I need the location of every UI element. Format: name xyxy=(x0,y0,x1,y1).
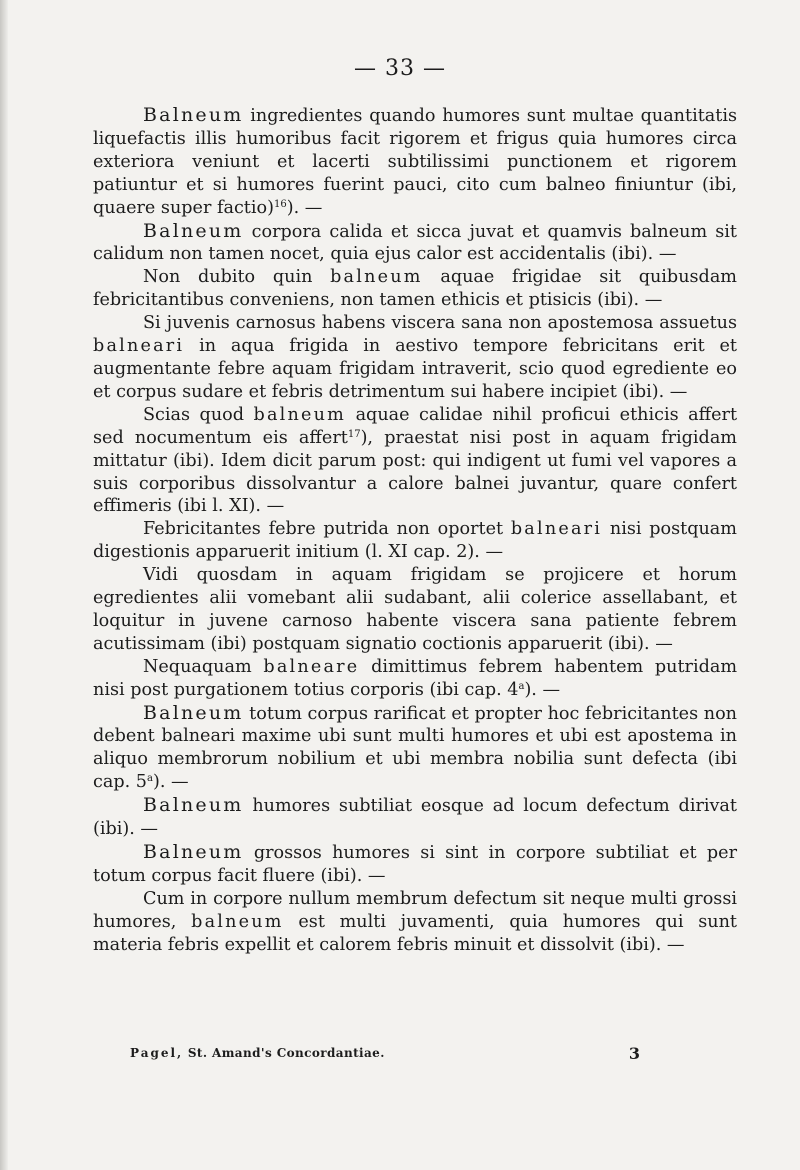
paragraph xyxy=(93,518,737,564)
paragraph xyxy=(93,841,737,888)
paragraph xyxy=(93,104,737,220)
text-run: ). — xyxy=(152,772,189,793)
paragraph xyxy=(93,312,737,404)
footnote-marker: a xyxy=(518,680,525,692)
text-run: in aqua frigida in aestivo tempore febricitans erit et augmentante febre aquam frigidam intraverit, scio quod egrediente eo et corpus sudare et febris detrimentum sui habere incipiet (ibi). — xyxy=(93,336,737,402)
paragraph xyxy=(93,564,737,656)
text-run: totum corpus rarificat et propter hoc febricitantes non debent balneari maxime ubi sunt multi humores et ubi est apostema in aliquo membrorum nobilium et ubi membra nobilia sunt defecta (ibi cap. 5 xyxy=(93,703,737,793)
paragraph xyxy=(93,888,737,957)
footer-citation xyxy=(130,1046,385,1060)
emphasized-term: Balneum xyxy=(143,794,244,817)
footer-author: Pagel, xyxy=(130,1046,184,1060)
paragraph xyxy=(93,702,737,795)
footnote-marker: 16 xyxy=(273,198,287,210)
page-number: — 33 — xyxy=(354,56,446,81)
text-run: ), praestat nisi post in aquam frigidam mittatur (ibi). Idem dicit parum post: qui indigent ut fumi vel vapores a suis corporibus dissolvantur a calore balnei juvantur, quare confert effimeris (ibi l. XI). — xyxy=(93,427,737,517)
text-run: ). — xyxy=(524,679,561,700)
text-run: aquae calidae nihil proficui ethicis affert sed nocumentum eis affert xyxy=(93,404,738,448)
binding-shadow xyxy=(0,0,8,1170)
text-run: ingredientes quando humores sunt multae quantitatis liquefactis illis humoribus facit rigorem et frigus quia humores circa exteriora veniunt et lacerti subtilissimi punctionem et rigorem patiuntur et si humores fuerint pauci, cito cum balneo finiuntur (ibi, quaere super factio) xyxy=(93,106,737,218)
text-run: grossos humores si sint in corpore subtiliat et per totum corpus facit fluere (ibi). — xyxy=(93,843,737,886)
text-run: Febricitantes febre putrida non oportet xyxy=(143,519,511,540)
footer-title: St. Amand's Concordantiae. xyxy=(183,1046,385,1060)
signature-mark: 3 xyxy=(628,1044,640,1063)
text-run: ). — xyxy=(286,197,323,218)
footnote-marker: 17 xyxy=(347,428,361,440)
text-run: corpora calida et sicca juvat et quamvis balneum sit calidum non tamen nocet, quia ejus calor est accidentalis (ibi). — xyxy=(93,221,737,265)
text-run: Vidi quosdam in aquam frigidam se projicere et horum egredientes alii vomebant alii sudabant, alii colerice assellabant, et loquitur in juvene carnoso habente viscera sana patiente febrem acutissimam (ibi) postquam signatio coctionis apparuerit (ibi). — xyxy=(93,565,737,654)
emphasized-term: balneari xyxy=(510,519,603,540)
emphasized-term: balneum xyxy=(191,911,284,932)
text-run: Si juvenis carnosus habens viscera sana non apostemosa assuetus xyxy=(143,313,737,334)
text-run: humores subtiliat eosque ad locum defectum dirivat (ibi). — xyxy=(93,796,737,840)
emphasized-term: Balneum xyxy=(143,104,244,126)
text-run: Scias quod xyxy=(143,404,254,425)
text-run: Nequaquam xyxy=(143,656,264,677)
emphasized-term: balneum xyxy=(330,267,423,288)
paragraph xyxy=(93,220,737,267)
text-run: nisi postquam digestionis apparuerit initium (l. XI cap. 2). — xyxy=(93,519,737,563)
footnote-marker: a xyxy=(146,773,153,785)
emphasized-term: balneum xyxy=(253,404,347,425)
emphasized-term: balneare xyxy=(263,656,360,677)
body-text xyxy=(93,104,737,957)
text-run: Non dubito quin xyxy=(143,267,331,288)
emphasized-term: Balneum xyxy=(143,219,244,242)
text-run: dimittimus febrem habentem putridam nisi post purgationem totius corporis (ibi cap. 4 xyxy=(93,656,738,700)
paragraph xyxy=(93,266,737,312)
emphasized-term: Balneum xyxy=(143,841,244,863)
emphasized-term: Balneum xyxy=(143,701,244,724)
text-run: Cum in corpore nullum membrum defectum sit neque multi grossi humores, xyxy=(93,888,737,932)
paragraph xyxy=(93,656,737,702)
paragraph xyxy=(93,404,737,519)
text-run: aquae frigidae sit quibusdam febricitantibus conveniens, non tamen ethicis et ptisicis (ibi). — xyxy=(93,267,737,311)
text-run: est multi juvamenti, quia humores qui sunt materia febris expellit et calorem febris minuit et dissolvit (ibi). — xyxy=(93,911,737,955)
emphasized-term: balneari xyxy=(93,336,185,357)
paragraph xyxy=(93,794,737,841)
